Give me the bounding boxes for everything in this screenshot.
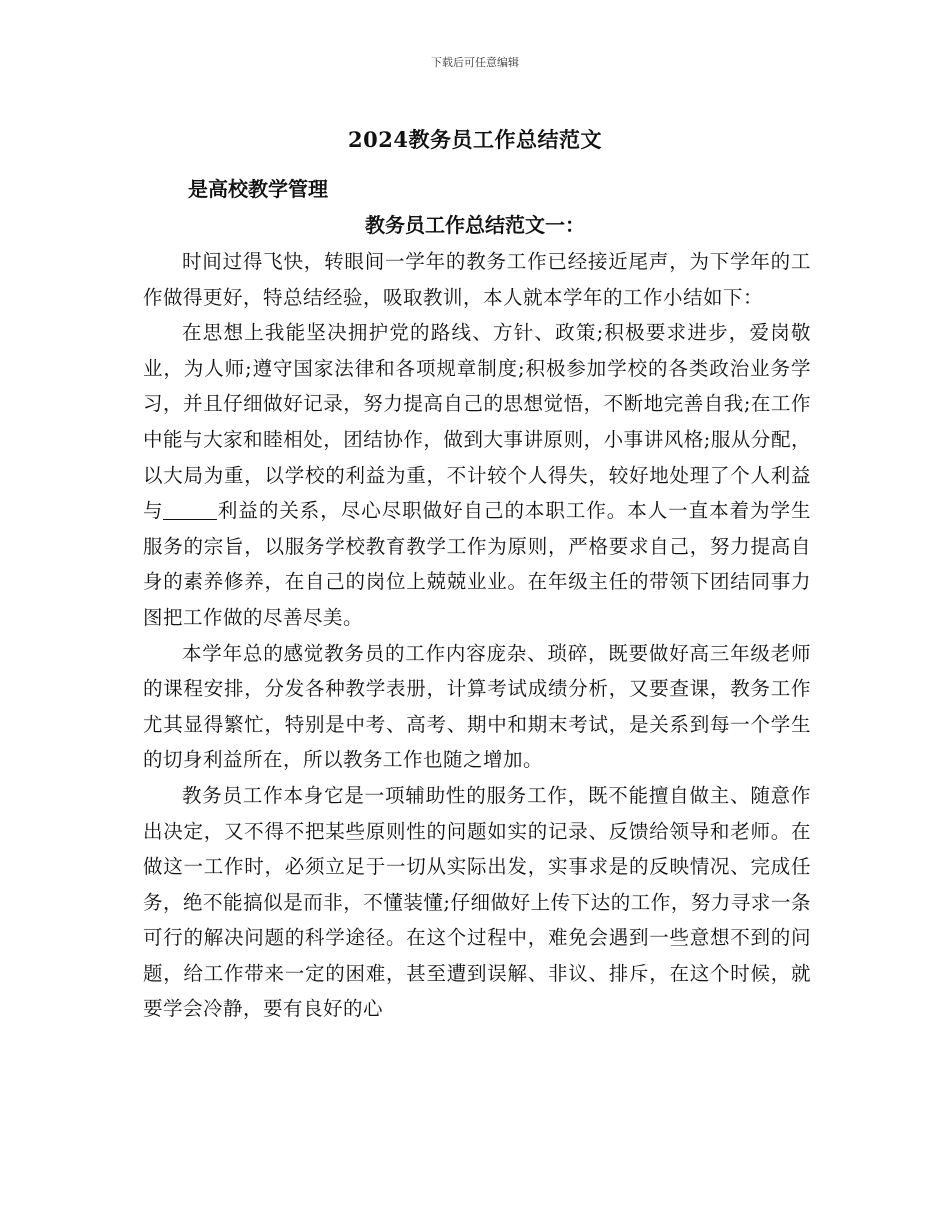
paragraph-2 [143,315,811,635]
section-heading: 是高校教学管理 [188,177,328,201]
paragraph-2-part-1: 在思想上我能坚决拥护党的路线、方针、政策;积极要求进步，爱岗敬业，为人师;遵守国家法律和各项规章制度;积极参加学校的各类政治业务学习，并且仔细做好记录，努力提高自己的思想觉悟，不断地完善自我;在工作中能与大家和睦相处，团结协作，做到大事讲原则，小事讲风格;服从分配，以大局为重，以学校的利益为重，不计较个人得失，较好地处理了个人利益与 [143,321,811,523]
sub-heading: 教务员工作总结范文一： [365,213,585,237]
paragraph-2-part-2: 利益的关系，尽心尽职做好自己的本职工作。本人一直本着为学生服务的宗旨，以服务学校教育教学工作为原则，严格要求自己，努力提高自身的素养修养，在自己的岗位上兢兢业业。在年级主任的带领下团结同事力图把工作做的尽善尽美。 [143,499,811,629]
document-body [143,244,811,1027]
paragraph-4: 教务员工作本身它是一项辅助性的服务工作，既不能擅自做主、随意作出决定，又不得不把某些原则性的问题如实的记录、反馈给领导和老师。在做这一工作时，必须立足于一切从实际出发，实事求是的反映情况、完成任务，绝不能搞似是而非，不懂装懂;仔细做好上传下达的工作，努力寻求一条可行的解决问题的科学途径。在这个过程中，难免会遇到一些意想不到的问题，给工作带来一定的困难，甚至遭到误解、非议、排斥，在这个时候，就要学会冷静，要有良好的心 [143,783,811,1021]
fill-in-blank [163,500,217,521]
paragraph-3: 本学年总的感觉教务员的工作内容庞杂、琐碎，既要做好高三年级老师的课程安排，分发各种教学表册，计算考试成绩分析，又要查课，教务工作尤其显得繁忙，特别是中考、高考、期中和期末考试，是关系到每一个学生的切身利益所在，所以教务工作也随之增加。 [143,641,811,772]
document-title: 2024教务员工作总结范文 [348,127,602,152]
header-note: 下载后可任意编辑 [431,56,519,69]
paragraph-1: 时间过得飞快，转眼间一学年的教务工作已经接近尾声，为下学年的工作做得更好，特总结经验，吸取教训，本人就本学年的工作小结如下： [143,250,811,309]
